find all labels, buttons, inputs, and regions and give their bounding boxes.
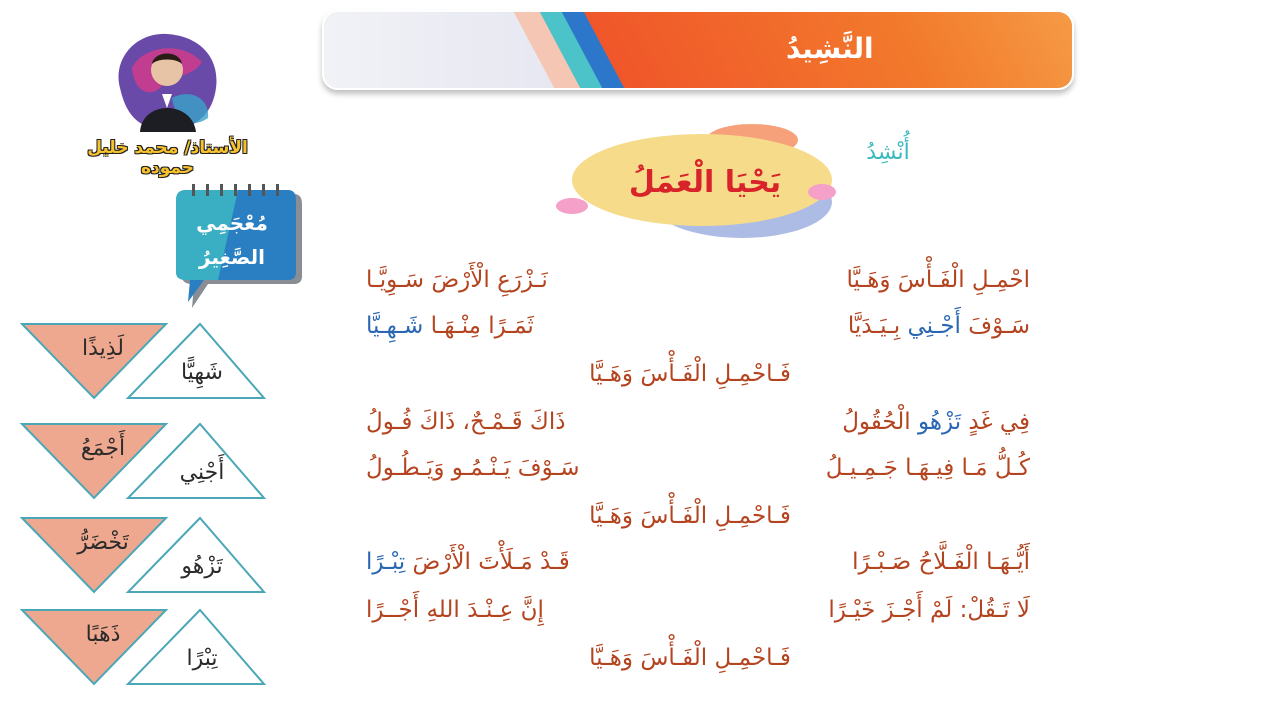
vocab-word: تِبْرًا	[186, 646, 218, 671]
poem-line-1-first-half: احْمِـلِ الْفَـأْسَ وَهَـيَّا	[846, 267, 1030, 293]
poem-title: يَحْيَا الْعَمَلُ	[628, 165, 782, 200]
teacher-avatar	[112, 28, 222, 136]
vocab-meaning: لَذِيذًا	[81, 336, 125, 361]
vocab-entry	[14, 322, 270, 402]
poem-line-5-first-half: كُـلُّ مَـا فِيـهَـا جَـمِـيـلُ	[825, 455, 1030, 481]
vocab-meaning: ذَهَبًا	[85, 622, 121, 647]
highlighted-word: شَـهِـيَّا	[366, 313, 424, 339]
poem-line-2-second-half	[366, 310, 534, 342]
poem-line-7-first-half: أَيُّـهَـا الْفَـلَّاحُ صَـبْـرًا	[852, 549, 1030, 575]
recite-label: أُنْشِدُ	[866, 140, 910, 165]
dictionary-title	[170, 206, 294, 274]
vocab-entry	[14, 422, 270, 502]
poem-line-7-second-half	[366, 546, 570, 578]
highlighted-word: أَجْـنِي	[907, 313, 961, 339]
poem-text: الْحُقُولُ	[842, 409, 918, 435]
vocab-entry	[14, 608, 270, 688]
highlighted-word: تَزْهُو	[918, 409, 962, 435]
poem-text: ثَمَـرًا مِنْـهَـا	[423, 313, 534, 339]
header-banner	[322, 10, 1074, 90]
poem-chorus: فَـاحْمِـلِ الْفَـأْسَ وَهَـيَّا	[589, 503, 791, 529]
vocab-word: تَزْهُو	[181, 554, 223, 579]
vocab-meaning: تَخْضَرُّ	[77, 530, 129, 555]
dictionary-title-line2: الصَّغِيرُ	[199, 245, 265, 269]
teacher-signature: الأستاذ/ محمد خليل حموده	[87, 138, 248, 178]
page-title: النَّشِيدُ	[786, 32, 874, 65]
poem-text: بِـيَـدَيَّا	[847, 313, 908, 339]
poem-text: قَـدْ مَـلَأْتَ الْأَرْضَ	[405, 549, 570, 575]
poem-line-1-second-half: نَـزْرَعِ الْأَرْضَ سَـوِيَّـا	[366, 267, 548, 293]
dictionary-title-line1: مُعْجَمِي	[196, 211, 268, 235]
poem-line-2-first-half	[848, 310, 1030, 342]
vocab-word: أَجْنِي	[179, 460, 225, 485]
poem-line-8-first-half: لَا تَـقُلْ: لَمْ أَجْـزَ خَيْـرًا	[828, 597, 1030, 623]
poem-chorus: فَـاحْمِـلِ الْفَـأْسَ وَهَـيَّا	[589, 645, 791, 671]
poem-line-4-first-half	[842, 406, 1030, 438]
poem-line-8-second-half: إِنَّ عِـنْـدَ اللهِ أَجْــرًا	[366, 597, 544, 623]
poem-line-5-second-half: سَـوْفَ يَـنْـمُـو وَيَـطُـولُ	[366, 455, 580, 481]
poem-line-4-second-half: ذَاكَ قَـمْـحٌ، ذَاكَ فُـولُ	[366, 409, 566, 435]
poem-text: سَـوْفَ	[960, 313, 1030, 339]
vocab-entry	[14, 516, 270, 596]
vocab-word: شَهِيًّا	[181, 360, 223, 385]
vocab-meaning: أَجْمَعُ	[80, 436, 126, 461]
highlighted-word: تِبْـرًا	[366, 549, 406, 575]
poem-chorus: فَـاحْمِـلِ الْفَـأْسَ وَهَـيَّا	[589, 361, 791, 387]
poem-text: فِي غَدٍ	[961, 409, 1030, 435]
